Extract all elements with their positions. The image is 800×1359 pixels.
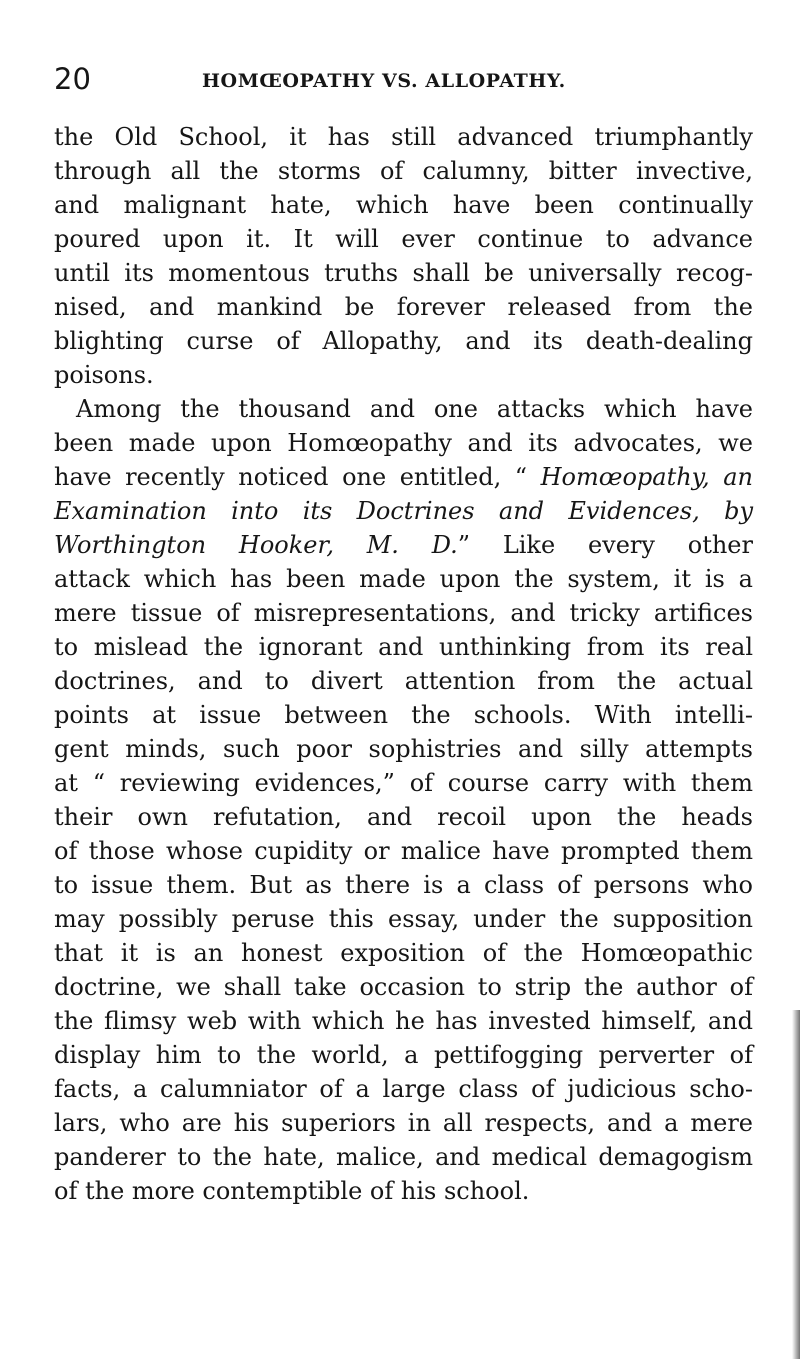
text-segment: doctrines, and to divert attention from the actual xyxy=(54,667,753,695)
text-segment: of the more contemptible of his school. xyxy=(54,1177,530,1205)
text-line xyxy=(54,358,753,392)
text-segment: of those whose cupidity or malice have prompted them xyxy=(54,837,753,865)
text-line xyxy=(54,460,753,494)
text-segment: Among the thousand and one attacks which have xyxy=(76,395,753,423)
text-line xyxy=(54,868,753,902)
text-segment: doctrine, we shall take occasion to strip the author of xyxy=(54,973,753,1001)
text-line xyxy=(54,1174,753,1208)
text-segment: nised, and mankind be forever released from the xyxy=(54,293,753,321)
italic-text: Homœopathy, an xyxy=(540,463,753,491)
text-segment: ” Like every other xyxy=(457,531,753,559)
text-line xyxy=(54,528,753,562)
text-line xyxy=(54,1004,753,1038)
text-line xyxy=(54,222,753,256)
text-segment: their own refutation, and recoil upon the heads xyxy=(54,803,753,831)
text-segment: been made upon Homœopathy and its advocates, we xyxy=(54,429,753,457)
text-line xyxy=(54,1106,753,1140)
text-line xyxy=(54,1038,753,1072)
text-line xyxy=(54,630,753,664)
text-segment: to issue them. But as there is a class of persons who xyxy=(54,871,753,899)
text-line xyxy=(54,120,753,154)
text-line xyxy=(54,392,753,426)
text-line xyxy=(54,426,753,460)
text-segment: that it is an honest exposition of the Homœopathic xyxy=(54,939,753,967)
text-segment: at “ reviewing evidences,” of course carry with them xyxy=(54,769,753,797)
text-line xyxy=(54,936,753,970)
text-segment: attack which has been made upon the system, it is a xyxy=(54,565,753,593)
text-segment: may possibly peruse this essay, under the supposition xyxy=(54,905,753,933)
text-segment: the flimsy web with which he has invested himself, and xyxy=(54,1007,753,1035)
text-line xyxy=(54,324,753,358)
text-line xyxy=(54,800,753,834)
text-line xyxy=(54,1072,753,1106)
body-text xyxy=(54,120,753,1208)
text-line xyxy=(54,290,753,324)
text-segment: facts, a calumniator of a large class of judicious scho- xyxy=(54,1075,753,1103)
paragraph xyxy=(54,392,753,1208)
text-segment: display him to the world, a pettifogging perverter of xyxy=(54,1041,753,1069)
text-line xyxy=(54,154,753,188)
text-segment: points at issue between the schools. With intelli- xyxy=(54,701,753,729)
text-segment: blighting curse of Allopathy, and its death-dealing xyxy=(54,327,753,355)
italic-text: Worthington Hooker, M. D. xyxy=(54,531,458,559)
page-number: 20 xyxy=(54,62,91,96)
text-segment: mere tissue of misrepresentations, and tricky artifices xyxy=(54,599,753,627)
paragraph xyxy=(54,120,753,392)
text-segment: gent minds, such poor sophistries and silly attempts xyxy=(54,735,753,763)
text-line xyxy=(54,188,753,222)
text-line xyxy=(54,970,753,1004)
text-segment: poisons. xyxy=(54,361,154,389)
text-segment: until its momentous truths shall be universally recog- xyxy=(54,259,753,287)
text-segment: poured upon it. It will ever continue to advance xyxy=(54,225,753,253)
text-line xyxy=(54,1140,753,1174)
text-line xyxy=(54,766,753,800)
text-line xyxy=(54,834,753,868)
text-segment: to mislead the ignorant and unthinking from its real xyxy=(54,633,753,661)
text-line xyxy=(54,596,753,630)
text-line xyxy=(54,664,753,698)
text-segment: and malignant hate, which have been continually xyxy=(54,191,753,219)
running-head: HOMŒOPATHY VS. ALLOPATHY. xyxy=(202,70,566,92)
text-line xyxy=(54,562,753,596)
text-line xyxy=(54,902,753,936)
text-segment: lars, who are his superiors in all respects, and a mere xyxy=(54,1109,753,1137)
text-line xyxy=(54,732,753,766)
page-edge-shadow xyxy=(792,1010,800,1359)
text-segment: the Old School, it has still advanced triumphantly xyxy=(54,123,753,151)
text-line xyxy=(54,256,753,290)
text-line xyxy=(54,698,753,732)
text-segment: panderer to the hate, malice, and medical demagogism xyxy=(54,1143,753,1171)
text-segment: have recently noticed one entitled, “ xyxy=(54,463,541,491)
italic-text: Examination into its Doctrines and Evidences, by xyxy=(54,497,753,525)
page-header xyxy=(54,62,754,102)
text-line xyxy=(54,494,753,528)
text-segment: through all the storms of calumny, bitter invective, xyxy=(54,157,753,185)
